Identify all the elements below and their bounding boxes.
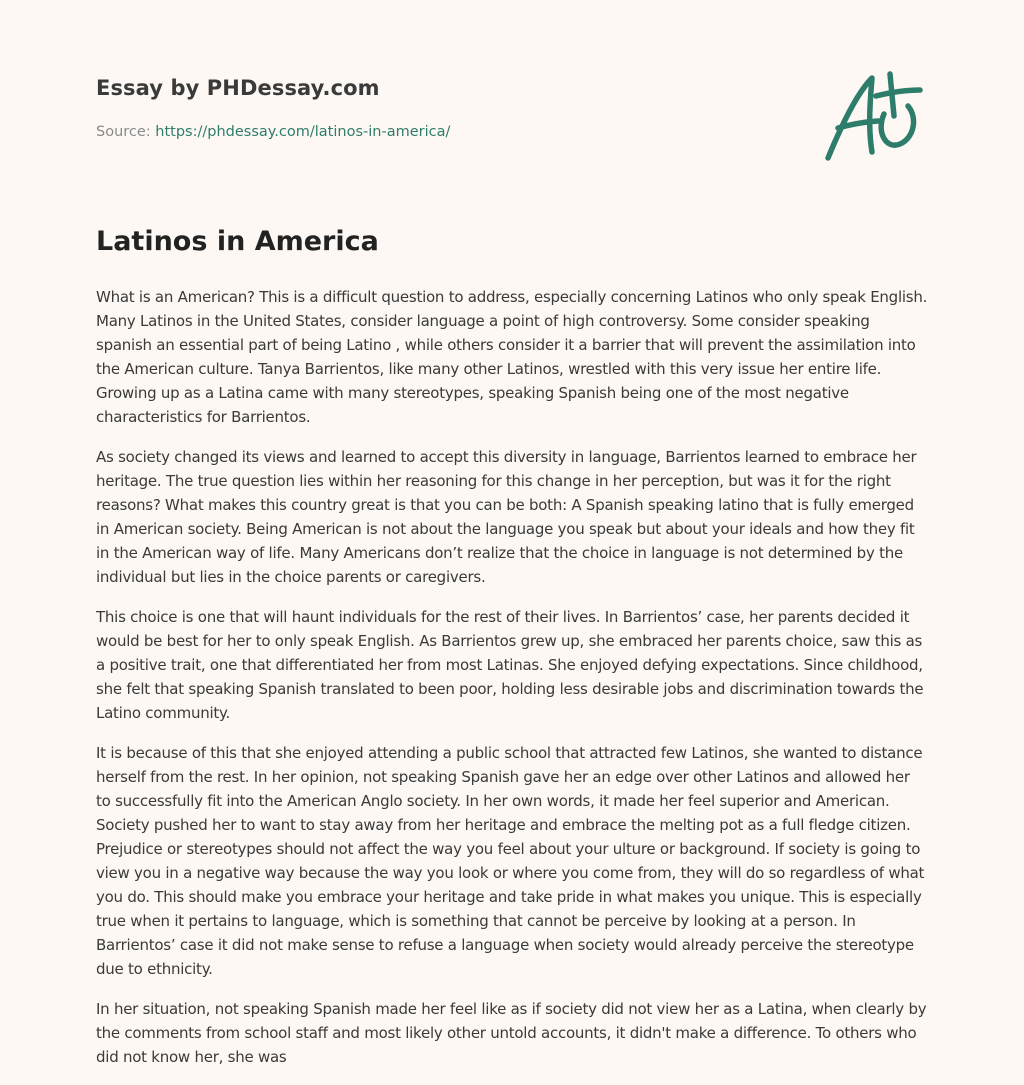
source-link[interactable]: https://phdessay.com/latinos-in-america/ <box>155 124 451 140</box>
essay-paragraph: This choice is one that will haunt individuals for the rest of their lives. In Barrientos’ case, her parents decided it would be best for her to only speak English. As Barrientos grew up, she embraced her parents choice, saw this as a positive trait, one that differentiated her from most Latinas. She enjoyed defying expectations. Since childhood, she felt that speaking Spanish translated to been poor, holding less desirable jobs and discrimination towards the Latino community. <box>96 608 924 722</box>
source-line <box>96 124 450 140</box>
essay-body <box>96 285 928 1085</box>
essay-paragraph: It is because of this that she enjoyed attending a public school that attracted few Latinos, she wanted to distance herself from the rest. In her opinion, not speaking Spanish gave her an edge over other Latinos and allowed her to successfully fit into the American Anglo society. In her own words, it made her feel superior and American. Society pushed her to want to stay away from her heritage and embrace the melting pot as a full fledge citizen. Prejudice or stereotypes should not affect the way you feel about your ulture or background. If society is going to view you in a negative way because the way you look or where you come from, they will do so regardless of what you do. This should make you embrace your heritage and take pride in what makes you unique. This is especially true when it pertains to language, which is something that cannot be perceive by looking at a person. In Barrientos’ case it did not make sense to refuse a language when society would already perceive the stereotype due to ethnicity. <box>96 744 925 978</box>
essay-paragraph: What is an American? This is a difficult question to address, especially concerning Latinos who only speak English. Many Latinos in the United States, consider language a point of high controversy. Some consider speaking spanish an essential part of being Latino , while others consider it a barrier that will prevent the assimilation into the American culture. Tanya Barrientos, like many other Latinos, wrestled with this very issue her entire life. Growing up as a Latina came with many stereotypes, speaking Spanish being one of the most negative characteristics for Barrientos. <box>96 288 928 426</box>
essay-title: Latinos in America <box>96 226 379 257</box>
essay-paragraph: As society changed its views and learned to accept this diversity in language, Barrientos learned to embrace her heritage. The true question lies within her reasoning for this change in her perception, but was it for the right reasons? What makes this country great is that you can be both: A Spanish speaking latino that is fully emerged in American society. Being American is not about the language you speak but about your ideals and how they fit in the American way of life. Many Americans don’t realize that the choice in language is not determined by the individual but lies in the choice parents or caregivers. <box>96 448 917 586</box>
a-plus-grade-logo-icon <box>820 66 924 166</box>
source-label: Source: <box>96 124 156 140</box>
essay-paragraph: In her situation, not speaking Spanish made her feel like as if society did not view her as a Latina, when clearly by the comments from school staff and most likely other untold accounts, it didn't make a difference. To others who did not know her, she was <box>96 1000 927 1066</box>
site-brand: Essay by PHDessay.com <box>96 76 380 100</box>
